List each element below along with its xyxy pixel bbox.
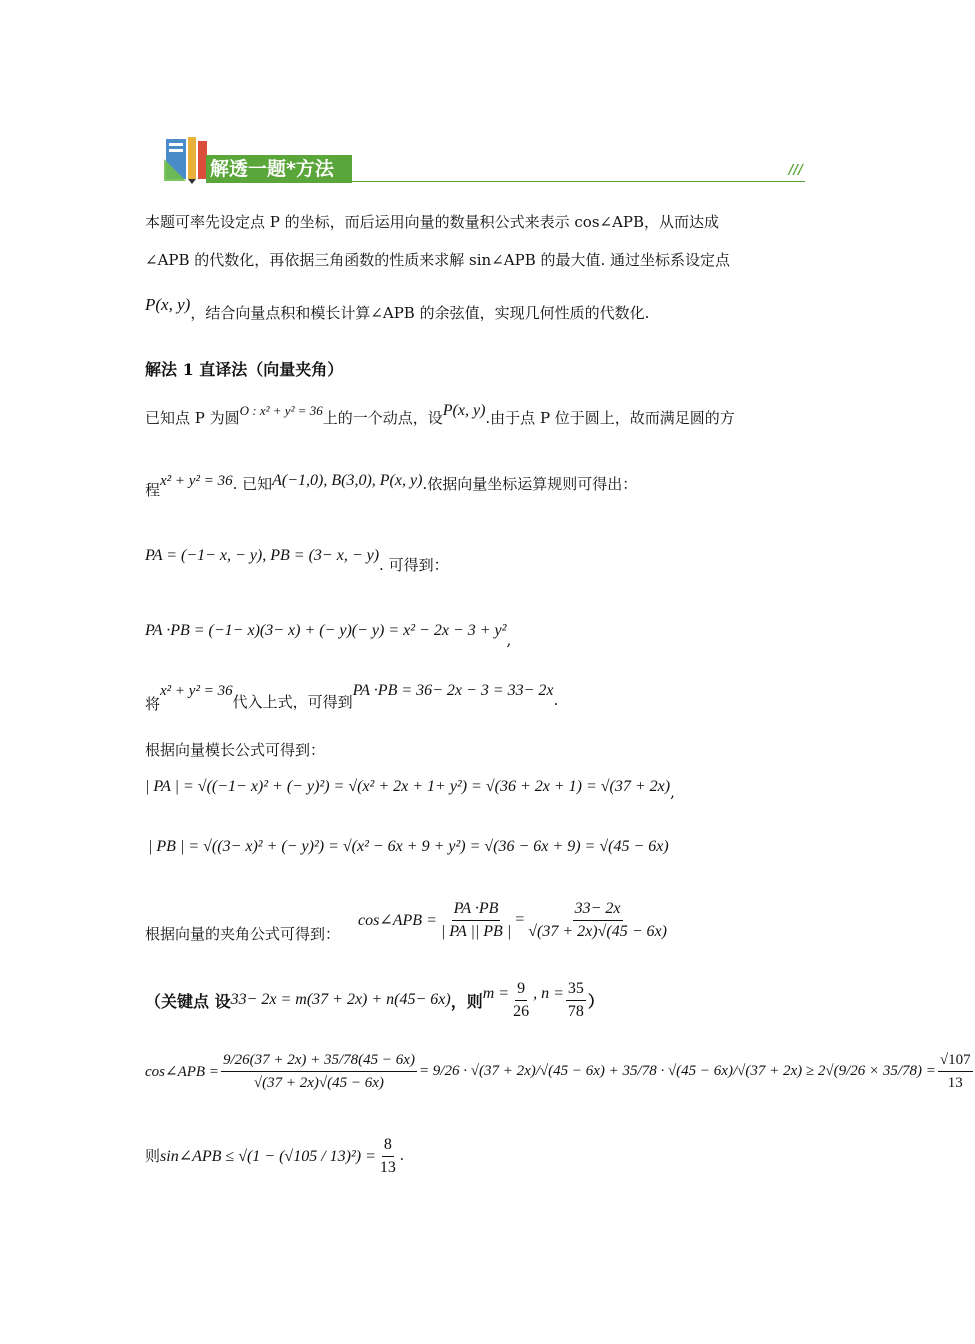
key-point-line (145, 972, 604, 1028)
p3-circle-eq: x² + y² = 36 (160, 683, 233, 699)
intro-line-1: 本题可率先设定点 P 的坐标，而后运用向量的数量积公式来表示 cos∠APB，从而达成 (145, 213, 720, 231)
cos-equals: = (515, 911, 525, 928)
p2-text-c: .依据向量坐标运算规则可得出： (422, 475, 638, 493)
final-line (145, 1124, 404, 1188)
stationery-icon (162, 135, 212, 185)
intro-line-2: ∠APB 的代数化，再依据三角函数的性质来求解 sin∠APB 的最大值. 通过坐标系设定点 (145, 251, 731, 269)
cos-formula (358, 898, 671, 943)
key-m-frac (511, 978, 531, 1023)
equation-pa-length (145, 776, 675, 802)
header-title: 解透一题*方法 (210, 158, 334, 180)
equation-vectors (145, 545, 449, 575)
header-rule (352, 181, 805, 182)
cos-frac-2-num: 33− 2x (573, 898, 623, 921)
key-text-b: ，则 (450, 991, 483, 1011)
p2-text-b: . 已知 (232, 475, 273, 493)
p3-text-c: . (553, 691, 559, 709)
key-math: 33− 2x = m(37 + 2x) + n(45− 6x) (230, 991, 451, 1008)
big-num: 9/26(37 + 2x) + 35/78(45 − 6x) (221, 1049, 417, 1072)
cos-frac-1 (439, 898, 513, 943)
p1-text-b: 上的一个动点，设 (322, 409, 443, 427)
intro-line-3 (145, 295, 650, 323)
final-tail: . (399, 1147, 404, 1164)
eq1-tail: . 可得到： (379, 556, 449, 574)
key-n-frac (566, 978, 586, 1023)
p1-text-a: 已知点 P 为圆 (145, 409, 240, 427)
method-line-3 (145, 680, 558, 714)
key-m-den: 26 (513, 1002, 530, 1020)
big-result-den: 13 (947, 1074, 963, 1091)
method-line-4: 根据向量模长公式可得到： (145, 741, 326, 759)
final-num: 8 (382, 1134, 394, 1157)
p2-points: A(−1,0), B(3,0), P(x, y) (272, 472, 423, 489)
big-den: √(37 + 2x)√(45 − 6x) (253, 1074, 384, 1091)
big-result-frac (938, 1049, 973, 1094)
cos-lhs: cos∠APB = (358, 912, 437, 929)
p3-text-a: 将 (145, 695, 161, 713)
key-m-num: 9 (515, 978, 527, 1001)
big-middle: = 9/26 · √(37 + 2x)/√(45 − 6x) + 35/78 · √(45 − 6x)/√(37 + 2x) ≥ 2√(9/26 × 35/78) = (418, 1062, 936, 1079)
key-n-den: 78 (567, 1002, 584, 1020)
cos-frac-1-num: PA ·PB (452, 898, 501, 921)
key-text-c: ） (587, 991, 604, 1011)
key-n-num: 35 (566, 978, 586, 1001)
p1-text-c: .由于点 P 位于圆上，故而满足圆的方 (485, 409, 735, 427)
header-right-mark: /// (788, 163, 803, 178)
method-line-2 (145, 470, 637, 500)
intro-point-p: P(x, y) (145, 295, 191, 314)
key-text-a: （关键点 设 (145, 991, 231, 1011)
final-frac (378, 1134, 398, 1179)
eq-pa-math: | PA | = √((−1− x)² + (− y)²) = √(x² + 2x + 1+ y²) = √(36 + 2x + 1) = √(37 + 2x) (145, 778, 671, 795)
key-m: m = (482, 985, 510, 1002)
big-result-num: √107 (938, 1049, 973, 1072)
intro-line-3-text: ，结合向量点积和模长计算∠APB 的余弦值，实现几何性质的代数化. (190, 304, 650, 322)
section-header (162, 135, 807, 185)
p1-point-p: P(x, y) (442, 402, 486, 419)
p2-text-a: 程 (145, 481, 161, 499)
p3-text-b: 代入上式，可得到 (232, 693, 353, 711)
final-math: sin∠APB ≤ √(1 − (√105 / 13)²) = (160, 1148, 376, 1165)
big-frac (221, 1049, 417, 1094)
p5-text: 根据向量的夹角公式可得到： (145, 925, 341, 943)
cos-formula-line (145, 890, 671, 950)
cos-frac-2 (526, 898, 669, 943)
method-line-1 (145, 400, 735, 428)
cos-frac-2-den: √(37 + 2x)√(45 − 6x) (528, 922, 667, 940)
method-heading: 解法 1 直译法（向量夹角） (145, 360, 344, 379)
eq2-tail: , (506, 631, 512, 649)
final-den: 13 (379, 1158, 396, 1176)
p1-circle-eq: O : x² + y² = 36 (239, 403, 323, 418)
p3-dot-result: PA ·PB = 36− 2x − 3 = 33− 2x (352, 682, 554, 699)
key-n: , n = (533, 985, 564, 1002)
cos-frac-1-den: | PA || PB | (440, 922, 512, 940)
big-lhs: cos∠APB = (145, 1063, 219, 1080)
eq-pb-math: | PB | = √((3− x)² + (− y)²) = √(x² − 6x + 9 + y²) = √(36 − 6x + 9) = √(45 − 6x) (148, 838, 669, 855)
eq2-math: PA ·PB = (−1− x)(3− x) + (− y)(− y) = x² − 2x − 3 + y² (145, 622, 507, 639)
eq-pa-tail: , (670, 783, 675, 801)
inequality-line (145, 1036, 975, 1106)
final-text-a: 则 (145, 1147, 161, 1165)
equation-pb-length (148, 836, 669, 857)
p2-circle-eq: x² + y² = 36 (160, 473, 233, 489)
equation-dot-product (145, 620, 511, 650)
eq1-math: PA = (−1− x, − y), PB = (3− x, − y) (145, 547, 380, 564)
